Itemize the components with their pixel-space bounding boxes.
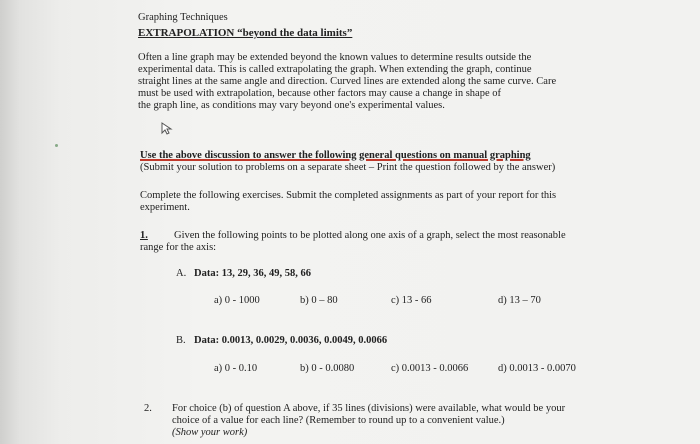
intro-line: must be used with extrapolation, because other factors may cause a change in shape of [138, 88, 501, 99]
question1-line1: Given the following points to be plotted along one axis of a graph, select the most reasonable [174, 230, 566, 241]
complete-instruction-line1: Complete the following exercises. Submit the completed assignments as part of your report for this [140, 190, 557, 201]
intro-line: the graph line, as conditions may vary beyond one's experimental values. [138, 100, 445, 111]
partB-data: Data: 0.0013, 0.0029, 0.0036, 0.0049, 0.0066 [194, 335, 388, 346]
partA-option-c: c) 13 - 66 [391, 295, 432, 306]
partA-option-d: d) 13 – 70 [498, 295, 541, 306]
partA-label: A. [176, 268, 187, 279]
partB-label: B. [176, 335, 186, 346]
question1-line2: range for the axis: [140, 242, 217, 253]
partA-option-b: b) 0 – 80 [300, 295, 338, 306]
intro-line: straight lines at the same angle and direction. Curved lines are extended along the same curve. Care [138, 76, 557, 87]
partB-option-b: b) 0 - 0.0080 [300, 363, 355, 374]
complete-instruction-line2: experiment. [140, 202, 190, 213]
instructions-heading-text: Use the above discussion to answer the following general questions on manual graphing [140, 150, 531, 161]
intro-line: Often a line graph may be extended beyond the known values to determine results outside the [138, 52, 532, 63]
partB-option-a: a) 0 - 0.10 [214, 363, 258, 374]
intro-paragraph [138, 52, 618, 112]
partA-data: Data: 13, 29, 36, 49, 58, 66 [194, 268, 311, 279]
question2-number: 2. [144, 403, 152, 414]
question2-line1: For choice (b) of question A above, if 35 lines (divisions) were available, what would be your [172, 403, 566, 414]
margin-dot [55, 144, 58, 147]
partB-option-c: c) 0.0013 - 0.0066 [391, 363, 469, 374]
question2-line3: (Show your work) [172, 427, 248, 438]
instructions-heading [140, 150, 531, 162]
mouse-cursor-icon [160, 122, 174, 136]
partB-option-d: d) 0.0013 - 0.0070 [498, 363, 576, 374]
page-title-text: EXTRAPOLATION “beyond the data limits” [138, 27, 353, 39]
instructions-subheading: (Submit your solution to problems on a separate sheet – Print the question followed by the answer) [140, 162, 556, 173]
subject-heading: Graphing Techniques [138, 12, 228, 23]
question1-number [140, 230, 148, 242]
page-title [138, 27, 352, 39]
partA-option-a: a) 0 - 1000 [214, 295, 260, 306]
question1-number-text: 1. [140, 230, 148, 241]
intro-line: experimental data. This is called extrapolating the graph. When extending the graph, continue [138, 64, 532, 75]
question2-line2: choice of a value for each line? (Remember to round up to a convenient value.) [172, 415, 505, 426]
